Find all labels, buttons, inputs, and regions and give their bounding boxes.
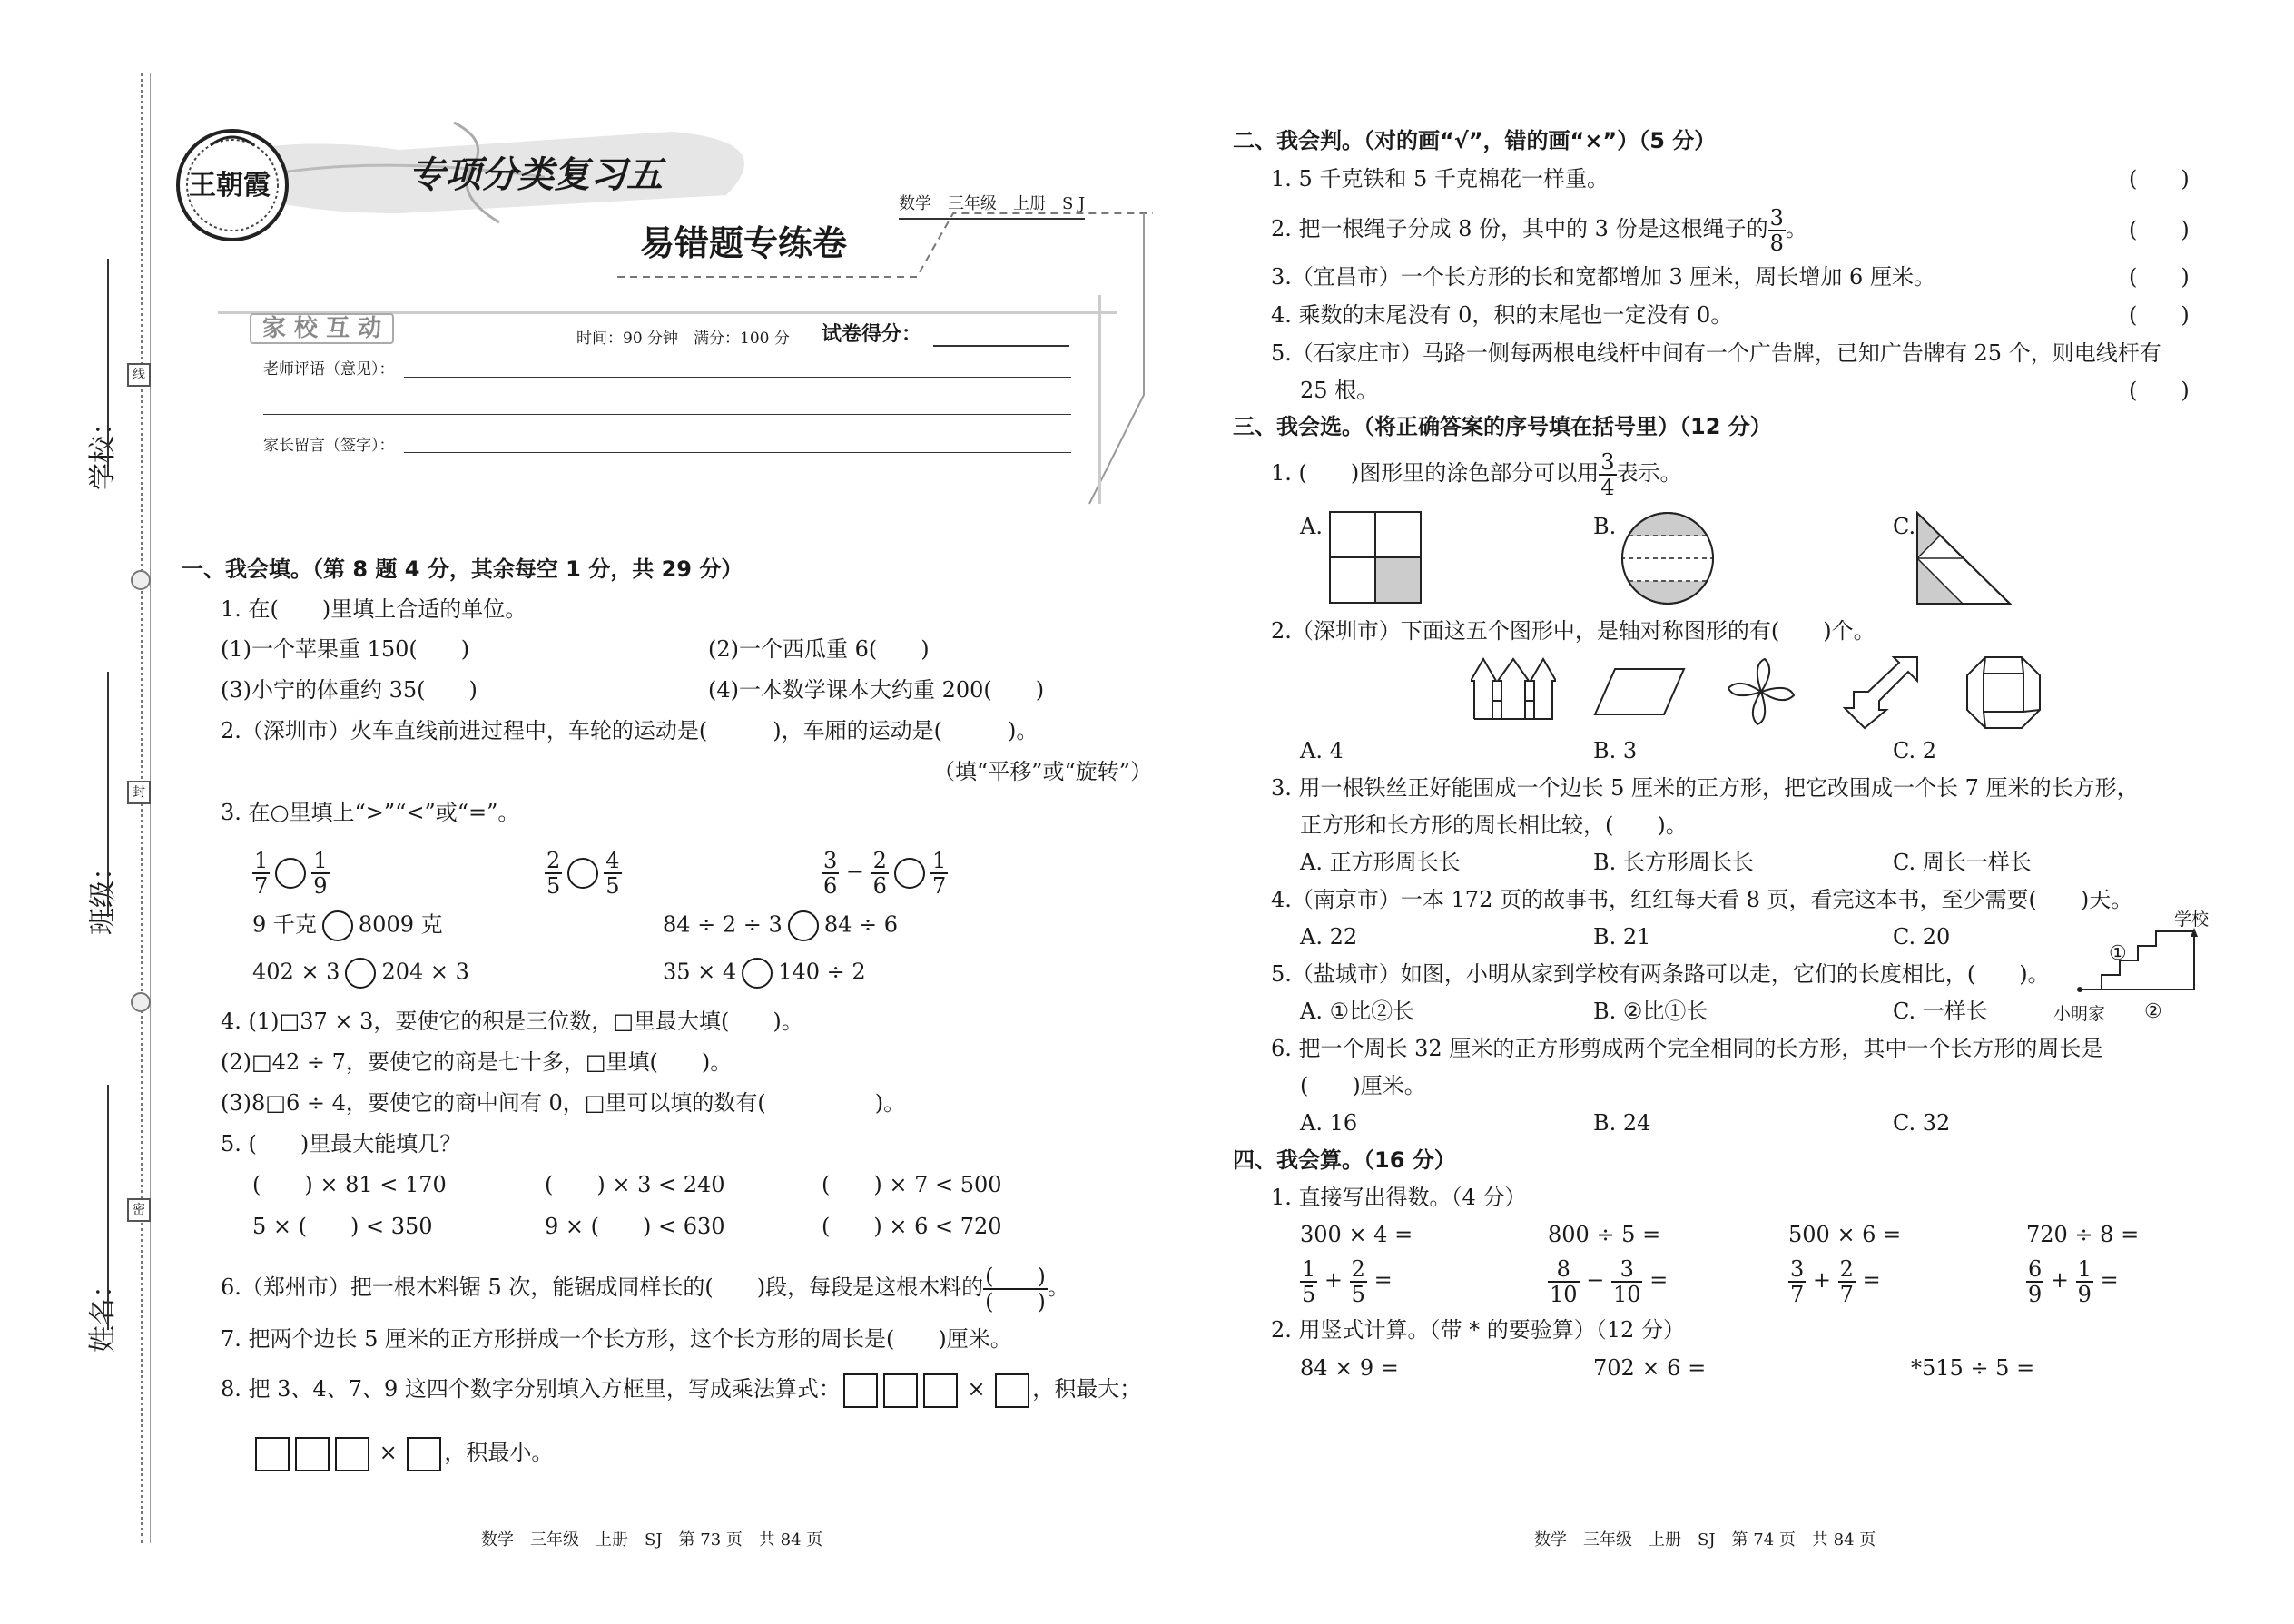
name-label: 姓名： [87, 1271, 119, 1353]
q7-stem: 7. 把两个边长 5 厘米的正方形拼成一个长方形，这个长方形的周长是( )厘米。 [221, 1326, 1012, 1352]
binding-dotted-line [141, 73, 143, 1543]
parent-note-label: 家长留言（签字）： [263, 437, 395, 455]
q5-1: ( ) × 81 < 170 [252, 1172, 447, 1197]
judge-2: 2. 把一根绳子分成 8 份，其中的 3 份是这根绳子的 $\frac{3}{8}$ 。 [1271, 204, 1807, 256]
section3-title: 三、我会选。（将正确答案的序号填在括号里）（12 分） [1233, 414, 1772, 439]
choice-3: 3. 用一根铁丝正好能围成一个边长 5 厘米的正方形，把它改围成一个长 7 厘米的长方形， [1271, 775, 2139, 801]
route-home-label: 小明家 [2053, 1004, 2106, 1024]
seal-seal-mark: 封 [127, 781, 151, 804]
digit-box[interactable] [923, 1373, 958, 1408]
parent-note-field[interactable] [404, 452, 1071, 453]
q4-3: (3)8□6 ÷ 4，要使它的商中间有 0，□里可以填的数有( )。 [221, 1090, 906, 1116]
choice-3-c: C. 周长一样长 [1893, 850, 2032, 875]
choice-3-b: B. 长方形周长长 [1593, 850, 1754, 875]
q3-row3-b: 35 × 4 140 ÷ 2 [663, 958, 866, 989]
choice-1-option-a: A. [1300, 514, 1323, 539]
vertical-calc: 84 × 9 = [1300, 1355, 1399, 1381]
choice-2-b: B. 3 [1593, 738, 1638, 763]
choice-6-b: B. 24 [1593, 1110, 1651, 1136]
choice-4-c: C. 20 [1893, 924, 1951, 950]
q3-row1-b [545, 844, 622, 899]
judge-paren[interactable]: ( ) [2129, 378, 2190, 403]
arrows-shape-icon [1471, 655, 1556, 721]
school-label: 学校： [87, 408, 119, 490]
judge-paren[interactable]: ( ) [2129, 166, 2190, 192]
choice-6-c: C. 32 [1893, 1110, 1951, 1136]
calc-1-stem: 1. 直接写出得数。（4 分） [1271, 1185, 1527, 1210]
q5-2: ( ) × 3 < 240 [545, 1172, 725, 1197]
pinwheel-icon [1725, 655, 1797, 728]
fraction: $\frac{2}{5}$ [546, 847, 561, 899]
choice-4-a: A. 22 [1300, 924, 1358, 950]
binding-hole-icon [131, 992, 151, 1012]
q1-1: (1)一个苹果重 150( ) [221, 636, 470, 662]
judge-5: 5.（石家庄市）马路一侧每两根电线杆中间有一个广告牌，已知广告牌有 25 个，则电线杆有 [1271, 340, 2161, 366]
compare-circle[interactable] [742, 958, 773, 989]
footer-right: 数学 三年级 上册 SJ 第 74 页 共 84 页 [1534, 1530, 1876, 1550]
fraction-blank[interactable]: $\frac{( )}{( )}$ [985, 1263, 1046, 1314]
octagon-square-icon [1965, 655, 2042, 730]
choice-1-option-c: C. [1893, 514, 1916, 539]
judge-5-cont: 25 根。 [1300, 378, 1379, 403]
choice-6: 6. 把一个周长 32 厘米的正方形剪成两个完全相同的长方形，其中一个长方形的周长是 [1271, 1036, 2103, 1061]
choice-2-a: A. 4 [1300, 738, 1344, 763]
subject-tag: 数学 三年级 上册 S J [899, 191, 1085, 220]
vertical-calc: 702 × 6 = [1593, 1355, 1707, 1381]
fraction: $\frac{3}{4}$ [1600, 448, 1615, 500]
teacher-comment-field-2[interactable] [263, 414, 1071, 415]
q2-hint: （填“平移”或“旋转”） [933, 759, 1153, 784]
q8-line2: × ，积最小。 [252, 1434, 553, 1471]
calc-fraction-4: $\frac{6}{9}$ + $\frac{1}{9}$ = [2028, 1255, 2119, 1307]
school-field[interactable] [107, 259, 109, 477]
q1-4: (4)一本数学课本大约重 200( ) [708, 677, 1045, 703]
calc-fraction-3: $\frac{3}{7}$ + $\frac{2}{7}$ = [1790, 1255, 1881, 1307]
calc-item: 720 ÷ 8 = [2026, 1222, 2140, 1247]
shape-a-square-icon[interactable] [1329, 511, 1422, 604]
name-field[interactable] [107, 1085, 109, 1330]
digit-box[interactable] [407, 1437, 441, 1471]
fraction: $\frac{1}{7}$ [254, 847, 269, 899]
class-label: 班级： [87, 853, 119, 935]
fraction: $\frac{4}{5}$ [605, 847, 620, 899]
q5-4: 5 × ( ) < 350 [252, 1214, 433, 1239]
arrow-turn-icon [1843, 655, 1919, 730]
q3-row2-b: 84 ÷ 2 ÷ 3 84 ÷ 6 [663, 910, 898, 941]
judge-paren[interactable]: ( ) [2129, 264, 2190, 290]
digit-box[interactable] [843, 1373, 878, 1408]
q3-row2-a: 9 千克 8009 克 [252, 910, 443, 941]
vertical-calc: *515 ÷ 5 = [1911, 1355, 2035, 1381]
choice-3-a: A. 正方形周长长 [1300, 850, 1461, 875]
judge-1: 1. 5 千克铁和 5 千克棉花一样重。 [1271, 166, 1609, 192]
judge-3: 3.（宜昌市）一个长方形的长和宽都增加 3 厘米，周长增加 6 厘米。 [1271, 264, 1935, 290]
q6-stem: 6.（郑州市）把一根木料锯 5 次，能锯成同样长的( )段，每段是这根木料的 $\frac{( )}{( )}$ 。 [221, 1263, 1069, 1314]
digit-box[interactable] [883, 1373, 918, 1408]
route-school-label: 学校 [2174, 910, 2210, 930]
choice-3-cont: 正方形和长方形的周长相比较，( )。 [1300, 812, 1688, 838]
home-school-banner: 家 校 互 动 [250, 313, 394, 344]
choice-1: 1. ( )图形里的涂色部分可以用 $\frac{3}{4}$ 表示。 [1271, 448, 1682, 500]
digit-box[interactable] [995, 1373, 1029, 1408]
digit-box[interactable] [295, 1437, 330, 1471]
teacher-comment-field[interactable] [404, 377, 1071, 378]
choice-5-c: C. 一样长 [1893, 999, 1988, 1024]
section1-title: 一、我会填。（第 8 题 4 分，其余每空 1 分，共 29 分） [182, 556, 743, 582]
q5-3: ( ) × 7 < 500 [822, 1172, 1002, 1197]
choice-2-c: C. 2 [1893, 738, 1937, 763]
calc-item: 500 × 6 = [1788, 1222, 1902, 1247]
digit-box[interactable] [335, 1437, 369, 1471]
q2-stem: 2.（深圳市）火车直线前进过程中，车轮的运动是( )，车厢的运动是( )。 [221, 718, 1039, 743]
q4-1: 4. (1)□37 × 3，要使它的积是三位数，□里最大填( )。 [221, 1009, 803, 1034]
fraction: $\frac{1}{7}$ [931, 847, 947, 899]
compare-circle[interactable] [345, 958, 376, 989]
q4-2: (2)□42 ÷ 7，要使它的商是七十多，□里填( )。 [221, 1049, 733, 1075]
binding-solid-line [150, 73, 151, 1543]
shape-b-circle-icon[interactable] [1620, 511, 1715, 605]
q3-row3-a: 402 × 3 204 × 3 [252, 958, 469, 989]
digit-box[interactable] [255, 1437, 290, 1471]
teacher-comment-label: 老师评语（意见）： [263, 360, 395, 379]
q1-3: (3)小宁的体重约 35( ) [221, 677, 478, 703]
choice-2: 2.（深圳市）下面这五个图形中，是轴对称图形的有( )个。 [1271, 618, 1876, 644]
route-map-icon [2074, 924, 2210, 997]
class-field[interactable] [107, 672, 109, 917]
q8-stem: 8. 把 3、4、7、9 这四个数字分别填入方框里，写成乘法算式： × ，积最大； [221, 1371, 1141, 1408]
calc-item: 300 × 4 = [1300, 1222, 1413, 1247]
calc-2-stem: 2. 用竖式计算。（带 * 的要验算）（12 分） [1271, 1317, 1685, 1343]
fraction: $\frac{2}{6}$ [872, 847, 887, 899]
q5-5: 9 × ( ) < 630 [545, 1214, 725, 1239]
seal-dense-mark: 密 [127, 1198, 151, 1222]
choice-6-cont: ( )厘米。 [1300, 1073, 1426, 1098]
choice-1-option-b: B. [1593, 514, 1617, 539]
fraction: $\frac{3}{6}$ [823, 847, 838, 899]
route-2-label: ② [2144, 1000, 2162, 1023]
route-1-label: ① [2109, 942, 2127, 965]
binding-hole-icon [131, 570, 151, 590]
logo-text: 王朝霞 [189, 170, 271, 202]
series-title: 专项分类复习五 [409, 154, 663, 196]
fraction: $\frac{3}{8}$ [1769, 204, 1784, 256]
choice-4-b: B. 21 [1593, 924, 1651, 950]
calc-fraction-1: $\frac{1}{5}$ + $\frac{2}{5}$ = [1302, 1255, 1393, 1307]
calc-fraction-2: $\frac{8}{10}$ − $\frac{3}{10}$ = [1550, 1255, 1669, 1307]
compare-circle[interactable] [322, 910, 353, 941]
section2-title: 二、我会判。（对的画“√”，错的画“×”）（5 分） [1233, 128, 1717, 153]
score-field[interactable] [933, 345, 1069, 347]
shape-c-triangle-icon[interactable] [1915, 511, 2012, 605]
q3-stem: 3. 在○里填上“>”“<”或“=”。 [221, 800, 520, 825]
q1-stem: 1. 在( )里填上合适的单位。 [221, 596, 527, 622]
q5-stem: 5. ( )里最大能填几？ [221, 1131, 462, 1156]
section4-title: 四、我会算。（16 分） [1233, 1147, 1456, 1173]
parallelogram-icon [1593, 667, 1686, 716]
choice-5: 5.（盐城市）如图，小明从家到学校有两条路可以走，它们的长度相比，( )。 [1271, 961, 2050, 987]
seal-line-mark: 线 [127, 363, 151, 387]
judge-4: 4. 乘数的末尾没有 0，积的末尾也一定没有 0。 [1271, 302, 1733, 328]
time-info: 时间：90 分钟 满分：100 分 [576, 330, 790, 348]
compare-circle[interactable] [275, 858, 306, 889]
choice-6-a: A. 16 [1300, 1110, 1358, 1136]
score-label: 试卷得分： [822, 323, 922, 346]
choice-4: 4.（南京市）一本 172 页的故事书，红红每天看 8 页，看完这本书，至少需要( )天。 [1271, 887, 2133, 912]
q3-row1-c: $\frac{3}{6}$ − $\frac{2}{6}$ $\frac{1}{7}$ [823, 847, 947, 899]
choice-5-a: A. ①比②长 [1300, 999, 1415, 1024]
compare-circle[interactable] [788, 910, 819, 941]
fraction: $\frac{1}{9}$ [313, 847, 328, 899]
footer-left: 数学 三年级 上册 SJ 第 73 页 共 84 页 [481, 1530, 823, 1550]
q5-6: ( ) × 6 < 720 [822, 1214, 1002, 1239]
compare-circle[interactable] [894, 858, 925, 889]
choice-5-b: B. ②比①长 [1593, 999, 1708, 1024]
judge-paren[interactable]: ( ) [2129, 302, 2190, 328]
calc-item: 800 ÷ 5 = [1548, 1222, 1661, 1247]
judge-paren[interactable]: ( ) [2129, 217, 2190, 242]
main-title: 易错题专练卷 [640, 222, 848, 263]
q3-row1-a [252, 844, 330, 899]
q1-2: (2)一个西瓜重 6( ) [708, 636, 930, 662]
compare-circle[interactable] [567, 858, 598, 889]
